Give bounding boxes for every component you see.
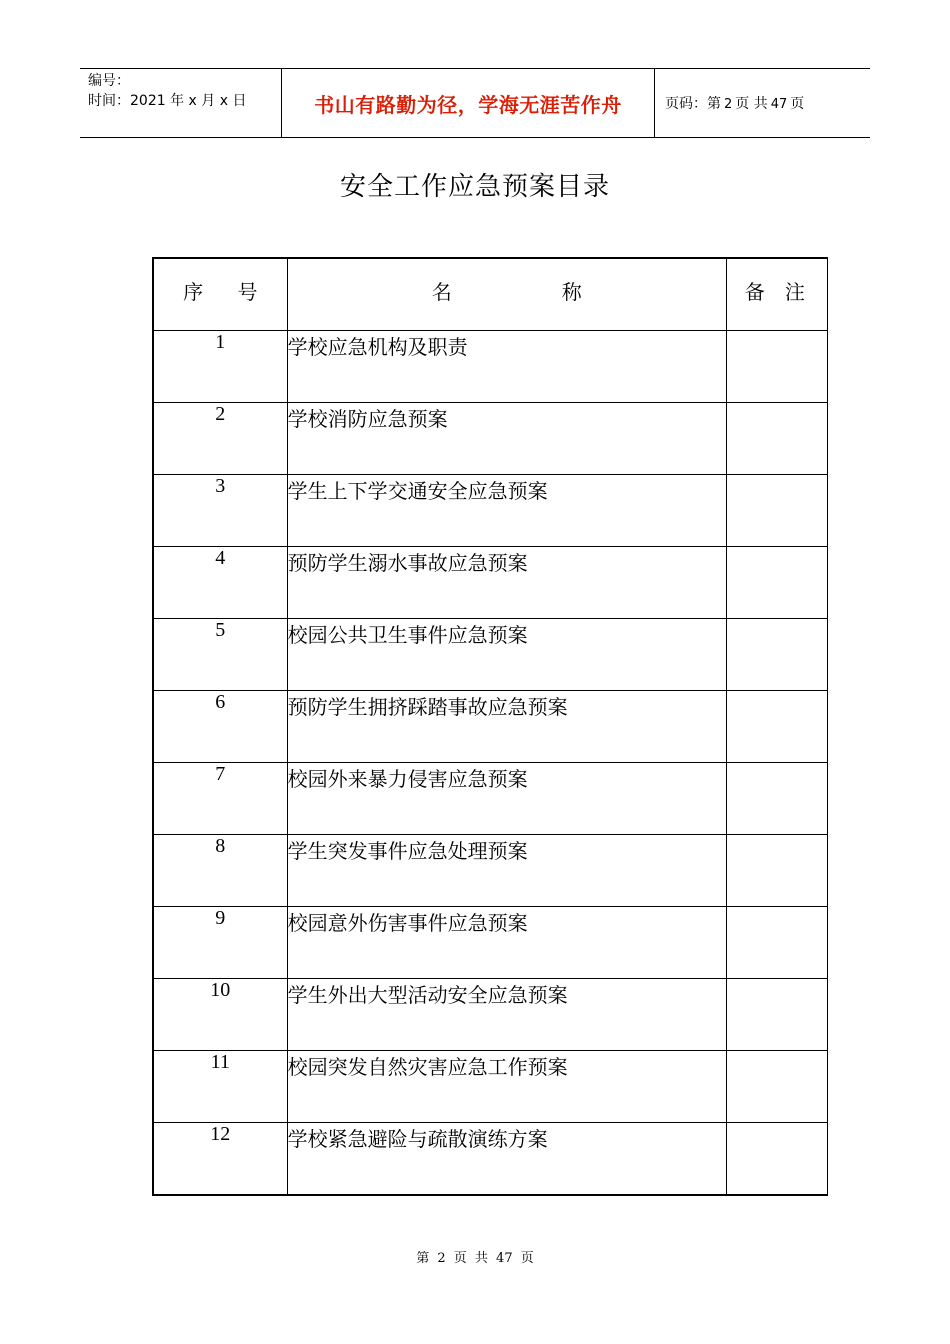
row-note	[726, 475, 827, 547]
header-note: 备注	[726, 258, 827, 331]
row-number: 10	[153, 979, 287, 1051]
row-note	[726, 1051, 827, 1123]
row-name: 校园意外伤害事件应急预案	[287, 907, 726, 979]
page-suffix: 页	[790, 96, 805, 112]
row-note	[726, 979, 827, 1051]
table-row	[153, 619, 828, 691]
row-name: 预防学生拥挤踩踏事故应急预案	[287, 691, 726, 763]
row-name: 学校消防应急预案	[287, 403, 726, 475]
table-row	[153, 475, 828, 547]
row-number: 5	[153, 619, 287, 691]
table-row	[153, 907, 828, 979]
page-prefix: 页码：第	[665, 96, 721, 112]
row-number: 3	[153, 475, 287, 547]
table-row	[153, 403, 828, 475]
row-number: 8	[153, 835, 287, 907]
table-row	[153, 547, 828, 619]
row-name: 学生外出大型活动安全应急预案	[287, 979, 726, 1051]
row-note	[726, 547, 827, 619]
row-name: 学生上下学交通安全应急预案	[287, 475, 726, 547]
row-note	[726, 835, 827, 907]
row-name: 校园外来暴力侵害应急预案	[287, 763, 726, 835]
row-number: 1	[153, 331, 287, 403]
row-number: 6	[153, 691, 287, 763]
contents-table	[152, 257, 828, 1196]
row-name: 预防学生溺水事故应急预案	[287, 547, 726, 619]
page-indicator	[655, 93, 804, 113]
row-number: 9	[153, 907, 287, 979]
row-note	[726, 907, 827, 979]
row-name: 学生突发事件应急处理预案	[287, 835, 726, 907]
row-note	[726, 331, 827, 403]
table-row	[153, 1123, 828, 1196]
serial-number-label: 编号：	[88, 73, 130, 89]
page-mid: 页 共	[735, 96, 768, 112]
header-page-cell	[655, 69, 870, 137]
table-header-row	[153, 258, 828, 331]
page-current: 2	[724, 97, 733, 112]
motto-text: 书山有路勤为径，学海无涯苦作舟	[314, 92, 622, 117]
header-name	[287, 258, 726, 331]
row-note	[726, 1123, 827, 1196]
row-name: 学校紧急避险与疏散演练方案	[287, 1123, 726, 1196]
row-number: 2	[153, 403, 287, 475]
page-header	[80, 68, 870, 138]
row-name: 校园公共卫生事件应急预案	[287, 619, 726, 691]
table-row	[153, 691, 828, 763]
page-footer: 第 2 页 共 47 页	[416, 1251, 534, 1266]
table-row	[153, 331, 828, 403]
page-total: 47	[770, 97, 788, 112]
table-row	[153, 835, 828, 907]
row-note	[726, 763, 827, 835]
row-note	[726, 403, 827, 475]
table-row	[153, 1051, 828, 1123]
header-number: 序 号	[153, 258, 287, 331]
row-number: 7	[153, 763, 287, 835]
row-note	[726, 691, 827, 763]
header-name-left: 名	[431, 280, 452, 304]
date-label: 时间：2021 年 x 月 x 日	[88, 93, 247, 109]
header-name-right: 称	[561, 280, 582, 304]
row-name: 校园突发自然灾害应急工作预案	[287, 1051, 726, 1123]
header-meta-cell	[80, 69, 282, 137]
document-title: 安全工作应急预案目录	[339, 172, 610, 202]
row-name: 学校应急机构及职责	[287, 331, 726, 403]
row-number: 4	[153, 547, 287, 619]
row-note	[726, 619, 827, 691]
row-number: 12	[153, 1123, 287, 1196]
row-number: 11	[153, 1051, 287, 1123]
header-motto-cell	[282, 69, 655, 137]
table-row	[153, 763, 828, 835]
table-row	[153, 979, 828, 1051]
